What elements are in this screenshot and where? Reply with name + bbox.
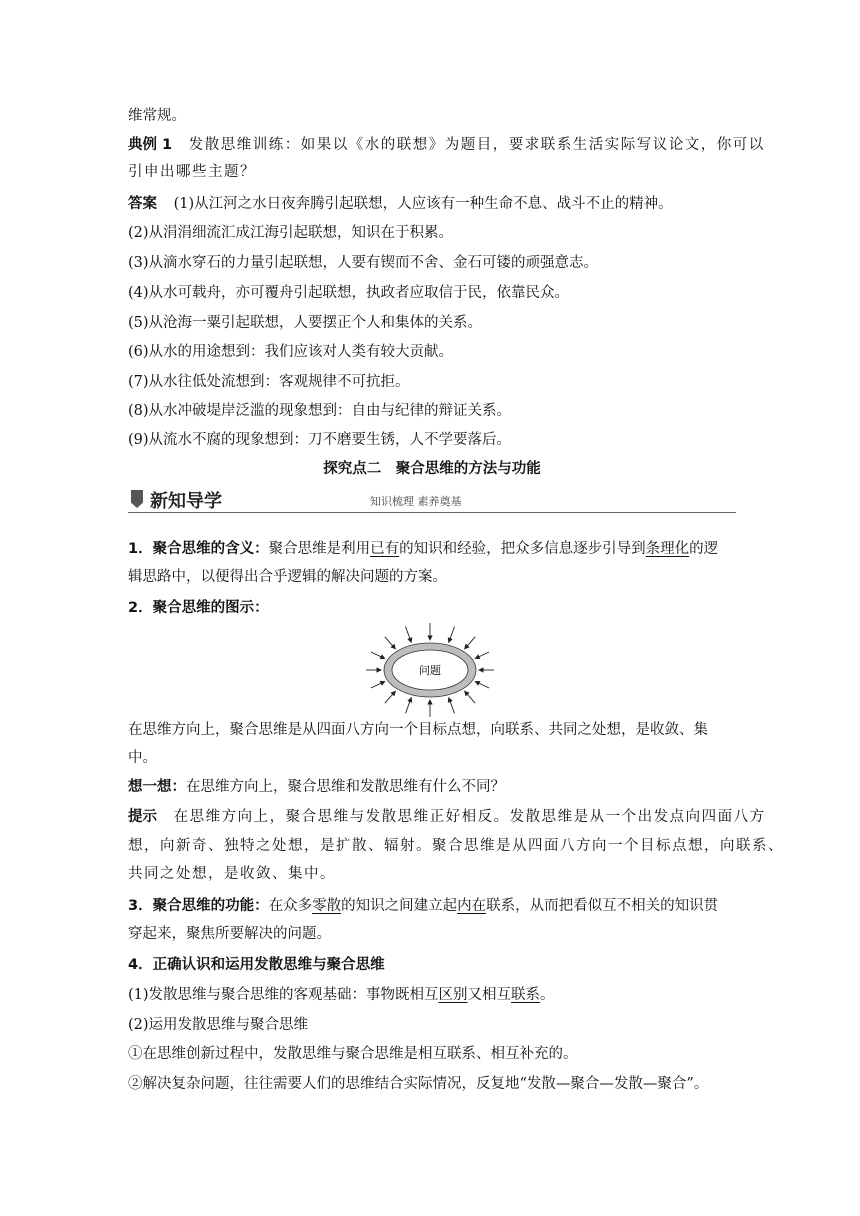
keyword: 条理化: [645, 541, 690, 557]
converging-arrow: [449, 698, 455, 714]
answer-item: (9)从流水不腐的现象想到：刀不磨要生锈，人不学要落后。: [128, 432, 512, 448]
text: 联系，从而把看似互不相关的知识贯: [486, 898, 719, 914]
paragraph-point-2: ②解决复杂问题，往往需要人们的思维结合实际情况，反复地“发散—聚合—发散—聚合”。: [128, 1076, 709, 1092]
answer-item: (3)从滴水穿石的力量引起联想，人要有锲而不舍、金石可镂的顽强意志。: [128, 255, 599, 271]
hint-text: 在思维方向上，聚合思维与发散思维正好相反。发散思维是从一个出发点向四面八方: [173, 809, 766, 825]
text: 的逻: [689, 541, 719, 557]
converging-arrow: [406, 627, 412, 643]
diagram-center-label: 问题: [419, 664, 441, 677]
converging-arrow: [371, 681, 385, 688]
answer-item: (6)从水的用途想到：我们应该对人类有较大贡献。: [128, 344, 454, 360]
paragraph-function-2: 穿起来，聚焦所要解决的问题。: [128, 926, 331, 942]
think-label: 想一想：: [128, 779, 186, 795]
example-label: 典例 1: [128, 137, 173, 153]
paragraph-point-1: ①在思维创新过程中，发散思维与聚合思维是相互联系、相互补充的。: [128, 1046, 578, 1062]
paragraph-definition: [128, 539, 736, 559]
paragraph-function: [128, 896, 736, 916]
answer-line: [128, 194, 736, 214]
example-text: 发散思维训练：如果以《水的联想》为题目，要求联系生活实际写议论文，你可以: [188, 137, 765, 153]
hint-label: 提示: [128, 809, 157, 825]
converging-arrow: [385, 637, 396, 649]
keyword: 已有: [370, 541, 400, 557]
answer-item: (4)从水可载舟，亦可覆舟引起联想，执政者应取信于民，依靠民众。: [128, 285, 570, 301]
text: 在众多: [268, 898, 313, 914]
item-label: 1．聚合思维的含义：: [128, 541, 269, 557]
text: 的知识和经验，把众多信息逐步引导到: [399, 541, 646, 557]
item-label: 2．聚合思维的图示：: [128, 600, 269, 616]
paragraph-basis: [128, 985, 736, 1005]
keyword: 零散: [312, 898, 342, 914]
converging-arrow: [465, 637, 476, 649]
banner-subtitle: 知识梳理 素养奠基: [370, 495, 462, 508]
example-text-2: 引申出哪些主题？: [128, 164, 256, 180]
item-label: 4．正确认识和运用发散思维与聚合思维: [128, 957, 385, 973]
convergent-diagram: [365, 622, 495, 717]
text: 。: [540, 987, 555, 1003]
example-line: [128, 135, 765, 155]
text: (1)发散思维与聚合思维的客观基础：事物既相互: [128, 987, 439, 1003]
section-banner: [128, 487, 736, 515]
converging-arrow: [371, 652, 385, 659]
hint-line: [128, 807, 766, 827]
hint-text-3: 共同之处想，是收敛、集中。: [128, 866, 336, 882]
think-line: [128, 777, 736, 797]
converging-arrow: [385, 691, 396, 703]
answer-item: (8)从水冲破堤岸泛滥的现象想到：自由与纪律的辩证关系。: [128, 403, 512, 419]
answer-text: (1)从江河之水日夜奔腾引起联想，人应该有一种生命不息、战斗不止的精神。: [173, 196, 673, 212]
converging-arrow: [449, 627, 455, 643]
answer-item: (2)从涓涓细流汇成江海引起联想，知识在于积累。: [128, 225, 454, 241]
item-label: 3．聚合思维的功能：: [128, 898, 269, 914]
text: 的知识之间建立起: [341, 898, 458, 914]
answer-label: 答案: [128, 196, 157, 212]
bookmark-icon: [131, 490, 143, 508]
section-title: 探究点二 聚合思维的方法与功能: [323, 461, 541, 477]
answer-item: (7)从水往低处流想到：客观规律不可抗拒。: [128, 374, 410, 390]
banner-tab: [128, 487, 238, 512]
hint-text-2: 想，向新奇、独特之处想，是扩散、辐射。聚合思维是从四面八方向一个目标点想，向联系、: [128, 838, 784, 854]
keyword: 区别: [438, 987, 468, 1003]
paragraph-use: (2)运用发散思维与聚合思维: [128, 1017, 309, 1033]
converging-arrow: [465, 691, 476, 703]
text: 聚合思维是利用: [268, 541, 371, 557]
paragraph-direction: 在思维方向上，聚合思维是从四面八方向一个目标点想，向联系、共同之处想，是收敛、集: [128, 722, 708, 738]
answer-item: (5)从沧海一粟引起联想，人要摆正个人和集体的关系。: [128, 315, 483, 331]
converging-arrow: [406, 698, 412, 714]
text-line: 维常规。: [128, 108, 186, 124]
paragraph-direction-2: 中。: [128, 750, 157, 766]
keyword: 联系: [511, 987, 541, 1003]
keyword: 内在: [457, 898, 487, 914]
text: 又相互: [467, 987, 512, 1003]
banner-title: 新知导学: [150, 491, 222, 512]
think-text: 在思维方向上，聚合思维和发散思维有什么不同？: [186, 779, 505, 795]
converging-arrow: [475, 681, 489, 688]
paragraph-definition-2: 辑思路中，以便得出合乎逻辑的解决问题的方案。: [128, 569, 447, 585]
converging-arrow: [475, 652, 489, 659]
